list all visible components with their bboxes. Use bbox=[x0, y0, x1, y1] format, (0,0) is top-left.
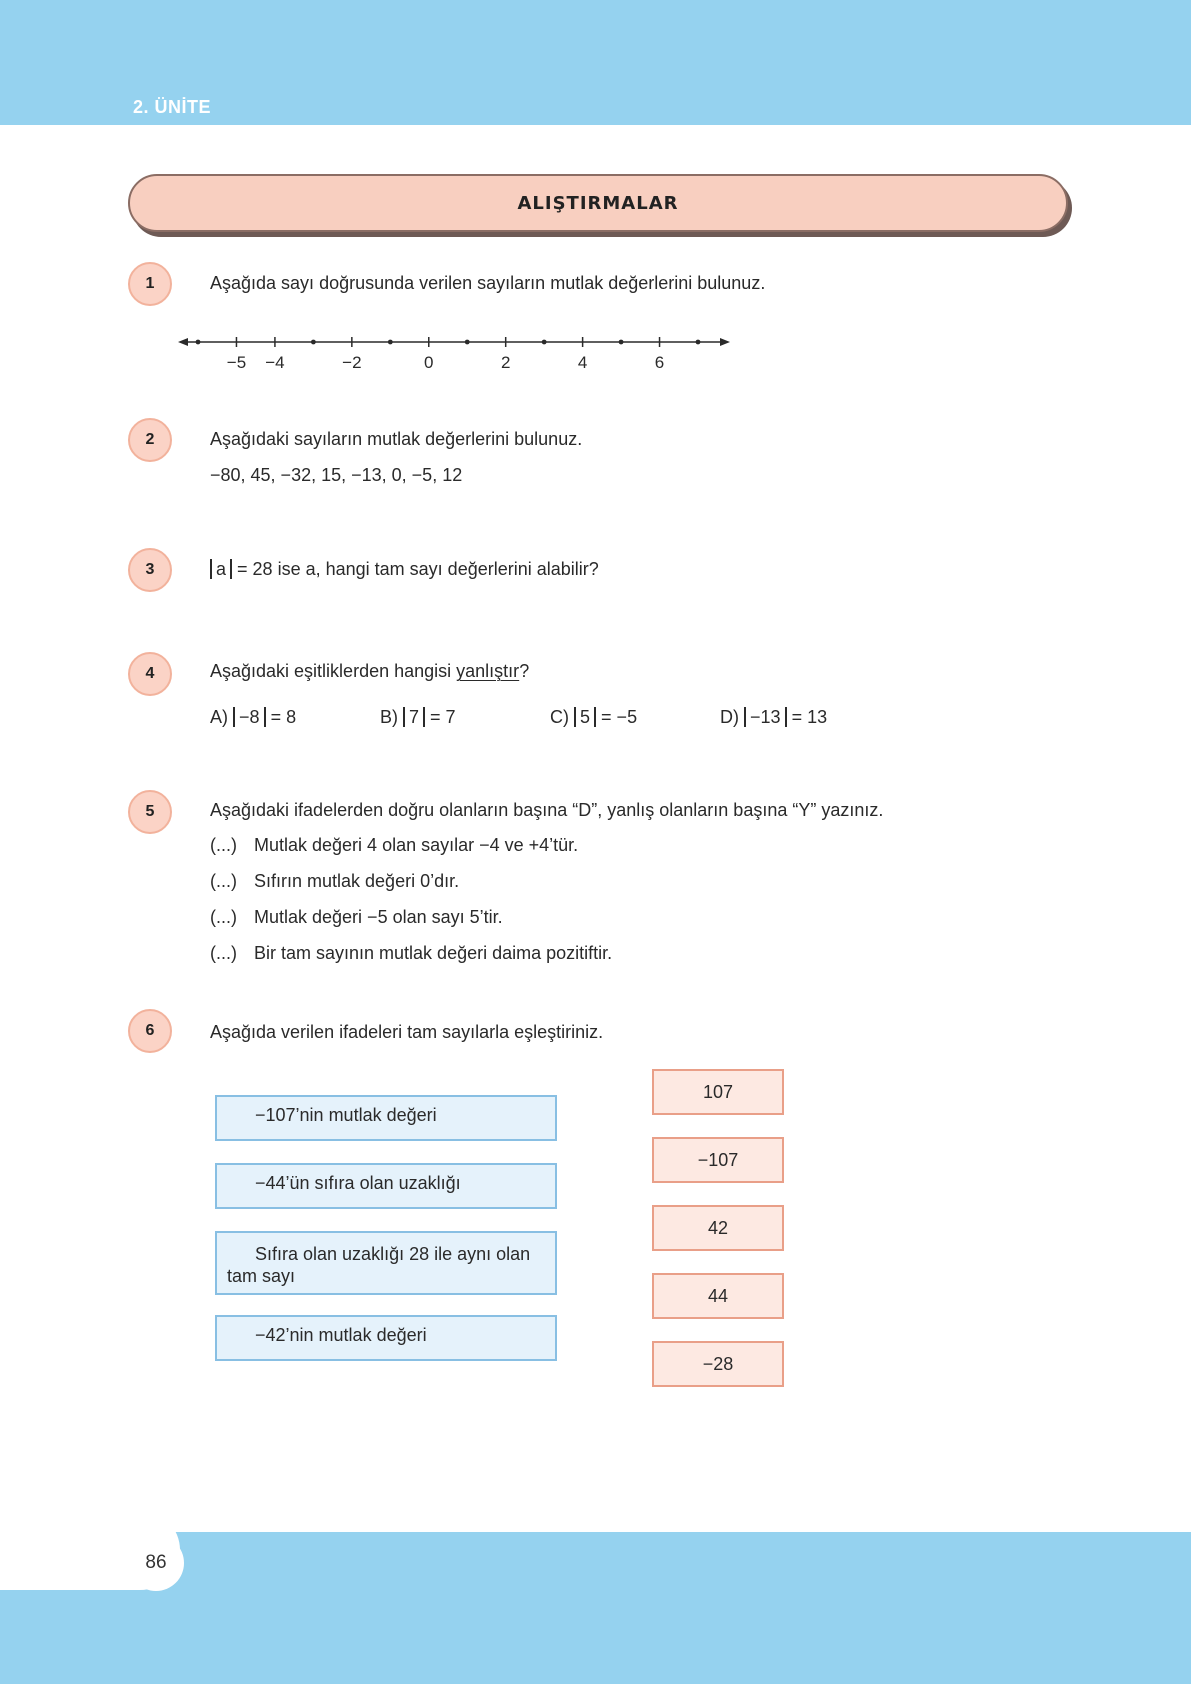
exercises-title-banner bbox=[128, 174, 1068, 232]
number-line-right-arrow bbox=[720, 338, 730, 346]
question-3-number: 3 bbox=[128, 548, 172, 592]
statement-4-blank[interactable]: (...) bbox=[210, 943, 237, 963]
value-box-3[interactable]: 42 bbox=[652, 1205, 784, 1251]
number-line bbox=[178, 328, 738, 378]
option-c-label: C) bbox=[550, 707, 569, 727]
number-line-left-arrow bbox=[178, 338, 188, 346]
question-3-text: ise a, hangi tam sayı değerlerini alabilir? bbox=[277, 559, 599, 579]
value-box-2[interactable]: −107 bbox=[652, 1137, 784, 1183]
expression-box-1[interactable]: −107’nin mutlak değeri bbox=[215, 1095, 557, 1141]
option-d-abs: −13 bbox=[744, 707, 787, 727]
question-5-text: Aşağıdaki ifadelerden doğru olanların başına “D”, yanlış olanların başına “Y” yazınız. bbox=[210, 800, 884, 820]
option-a-label: A) bbox=[210, 707, 228, 727]
question-3-rhs: = 28 bbox=[237, 559, 273, 579]
expression-box-3[interactable]: Sıfıra olan uzaklığı 28 ile aynı olan tam sayı bbox=[215, 1231, 557, 1295]
option-b bbox=[380, 707, 456, 728]
number-line-dot bbox=[311, 340, 316, 345]
option-d-label: D) bbox=[720, 707, 739, 727]
page-title: ALIŞTIRMALAR bbox=[517, 192, 679, 214]
statement-2-text: Sıfırın mutlak değeri 0’dır. bbox=[254, 871, 460, 891]
number-line-label: 0 bbox=[424, 353, 434, 372]
value-box-4[interactable]: 44 bbox=[652, 1273, 784, 1319]
statement-3-text: Mutlak değeri −5 olan sayı 5’tir. bbox=[254, 907, 503, 927]
statement-1-text: Mutlak değeri 4 olan sayılar −4 ve +4’tür. bbox=[254, 835, 579, 855]
question-6-text: Aşağıda verilen ifadeleri tam sayılarla eşleştiriniz. bbox=[210, 1022, 604, 1042]
question-4-text-before: Aşağıdaki eşitliklerden hangisi bbox=[210, 661, 452, 681]
question-2-text: Aşağıdaki sayıların mutlak değerlerini bulunuz. bbox=[210, 429, 583, 449]
number-line-dot bbox=[542, 340, 547, 345]
number-line-dot bbox=[388, 340, 393, 345]
question-6-number: 6 bbox=[128, 1009, 172, 1053]
number-line-label: 6 bbox=[654, 353, 665, 372]
value-box-1[interactable]: 107 bbox=[652, 1069, 784, 1115]
option-d bbox=[720, 707, 827, 728]
question-4-number: 4 bbox=[128, 652, 172, 696]
option-c-abs: 5 bbox=[574, 707, 596, 727]
question-2-number: 2 bbox=[128, 418, 172, 462]
number-line-label: −5 bbox=[226, 353, 247, 372]
statement-4 bbox=[210, 943, 612, 964]
number-line-label: −4 bbox=[265, 353, 285, 372]
statement-3-blank[interactable]: (...) bbox=[210, 907, 237, 927]
option-c-rhs: = −5 bbox=[601, 707, 638, 727]
question-1-text: Aşağıda sayı doğrusunda verilen sayıların mutlak değerlerini bulunuz. bbox=[210, 273, 766, 293]
question-4-underlined-word: yanlıştır bbox=[456, 661, 520, 681]
question-4-text-after: ? bbox=[519, 661, 530, 681]
number-line-label: 2 bbox=[500, 353, 511, 372]
unit-label: 2. ÜNİTE bbox=[133, 97, 212, 117]
number-line-dot bbox=[465, 340, 470, 345]
question-4-text bbox=[210, 661, 529, 682]
number-line-label: 4 bbox=[577, 353, 588, 372]
question-5-number: 5 bbox=[128, 790, 172, 834]
abs-a: a bbox=[210, 559, 232, 579]
statement-2 bbox=[210, 871, 459, 892]
option-b-rhs: = 7 bbox=[430, 707, 456, 727]
statement-4-text: Bir tam sayının mutlak değeri daima pozitiftir. bbox=[254, 943, 613, 963]
question-1-number: 1 bbox=[128, 262, 172, 306]
question-2-numbers: −80, 45, −32, 15, −13, 0, −5, 12 bbox=[210, 465, 463, 485]
option-d-rhs: = 13 bbox=[791, 707, 828, 727]
option-a bbox=[210, 707, 296, 728]
option-b-label: B) bbox=[380, 707, 398, 727]
page-number: 86 bbox=[128, 1535, 184, 1591]
statement-1 bbox=[210, 835, 578, 856]
number-line-dot bbox=[619, 340, 624, 345]
option-a-rhs: = 8 bbox=[270, 707, 297, 727]
number-line-label: −2 bbox=[342, 353, 362, 372]
expression-box-4[interactable]: −42’nin mutlak değeri bbox=[215, 1315, 557, 1361]
option-b-abs: 7 bbox=[403, 707, 425, 727]
option-a-abs: −8 bbox=[233, 707, 266, 727]
statement-1-blank[interactable]: (...) bbox=[210, 835, 237, 855]
statement-3 bbox=[210, 907, 503, 928]
number-line-dot bbox=[196, 340, 201, 345]
option-c bbox=[550, 707, 637, 728]
question-3-text-line bbox=[210, 559, 599, 580]
value-box-5[interactable]: −28 bbox=[652, 1341, 784, 1387]
statement-2-blank[interactable]: (...) bbox=[210, 871, 237, 891]
number-line-dot bbox=[696, 340, 701, 345]
expression-box-2[interactable]: −44’ün sıfıra olan uzaklığı bbox=[215, 1163, 557, 1209]
